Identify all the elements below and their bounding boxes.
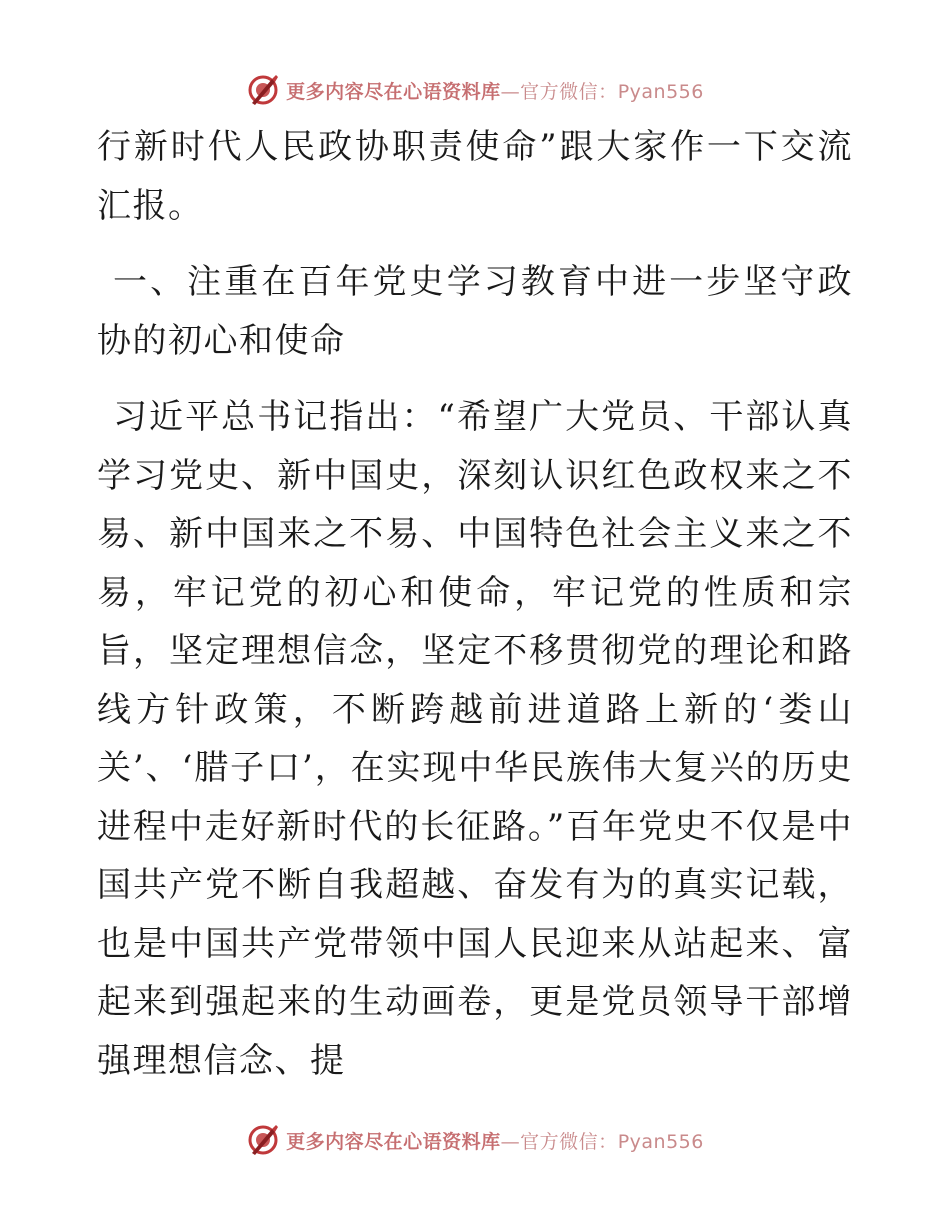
body-paragraph: 行新时代人民政协职责使命”跟大家作一下交流汇报。 — [97, 127, 853, 226]
pen-in-circle-logo-icon — [246, 1123, 280, 1157]
watermark-separator: — — [500, 1130, 521, 1153]
watermark-wechat-label: 官方微信： — [520, 1130, 618, 1153]
footer-watermark — [0, 1120, 950, 1160]
pen-in-circle-logo-icon — [246, 73, 280, 107]
watermark-brand: 更多内容尽在心语资料库 — [286, 80, 501, 103]
watermark-text — [286, 1127, 704, 1154]
document-body — [97, 118, 853, 1090]
section-heading: 一、注重在百年党史学习教育中进一步坚守政协的初心和使命 — [97, 262, 853, 361]
watermark-wechat-id: Pyan556 — [617, 80, 704, 103]
watermark-wechat-id: Pyan556 — [617, 1130, 704, 1153]
watermark-wechat-label: 官方微信： — [520, 80, 618, 103]
header-watermark — [0, 70, 950, 110]
body-paragraph: 习近平总书记指出：“希望广大党员、干部认真学习党史、新中国史，深刻认识红色政权来之不易、新中国来之不易、中国特色社会主义来之不易，牢记党的初心和使命，牢记党的性质和宗旨，坚定理想信念，坚定不移贯彻党的理论和路线方针政策，不断跨越前进道路上新的‘娄山关’、‘腊子口’，在实现中华民族伟大复兴的历史进程中走好新时代的长征路。”百年党史不仅是中国共产党不断自我超越、奋发有为的真实记载，也是中国共产党带领中国人民迎来从站起来、富起来到强起来的生动画卷，更是党员领导干部增强理想信念、提 — [97, 397, 853, 1081]
watermark-separator: — — [500, 80, 521, 103]
watermark-text — [286, 77, 704, 104]
watermark-brand: 更多内容尽在心语资料库 — [286, 1130, 501, 1153]
